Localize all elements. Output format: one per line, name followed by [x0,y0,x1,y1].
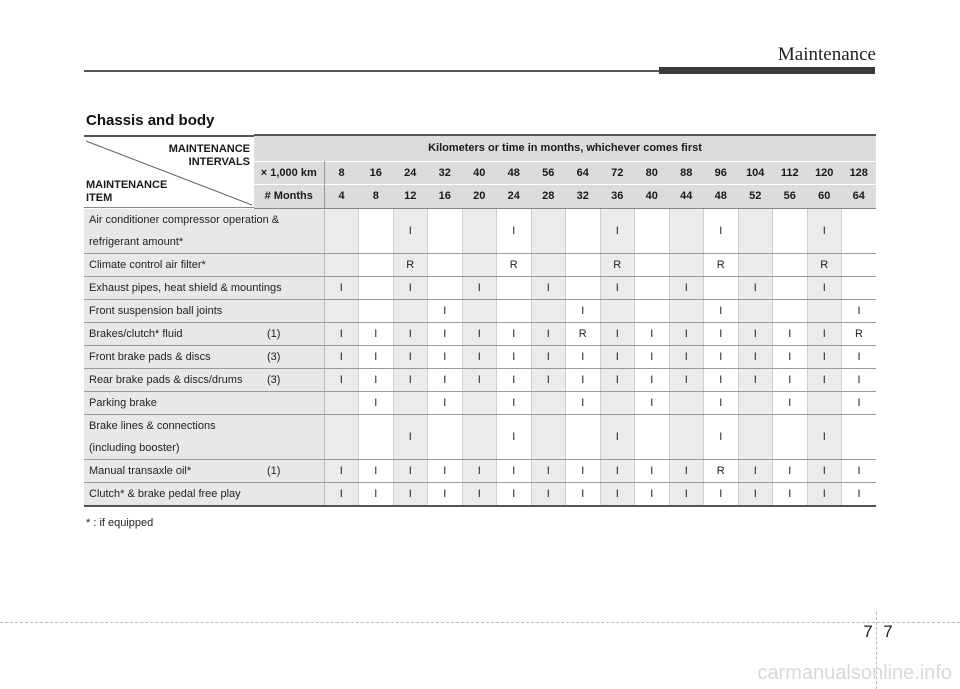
schedule-cell: I [531,345,566,368]
schedule-cell: I [635,482,670,506]
schedule-cell [842,208,877,253]
km-unit-label: × 1,000 km [254,161,324,184]
schedule-cell [531,253,566,276]
item-name-line2: (including booster) [89,441,180,454]
item-name: Air conditioner compressor operation & [89,213,280,226]
schedule-cell: I [704,345,739,368]
schedule-cell: R [566,322,601,345]
schedule-cell [497,299,532,322]
item-name: Brakes/clutch* fluid [89,327,183,340]
schedule-cell [324,208,359,253]
item-name: Front suspension ball joints [89,304,223,317]
schedule-cell: R [497,253,532,276]
item-name-cell [84,299,324,322]
schedule-cell [324,391,359,414]
months-value: 48 [704,185,739,209]
schedule-cell: I [462,276,497,299]
schedule-cell [600,391,635,414]
table-row [84,459,876,482]
schedule-cell: R [600,253,635,276]
schedule-cell: I [531,276,566,299]
item-name: Manual transaxle oil* [89,464,192,477]
item-note: (3) [267,350,281,363]
schedule-cell: I [773,345,808,368]
schedule-cell: I [497,368,532,391]
schedule-cell [842,253,877,276]
schedule-cell: I [738,482,773,506]
table-row [84,299,876,322]
schedule-cell: I [428,459,463,482]
schedule-cell [669,208,704,253]
schedule-cell [773,299,808,322]
km-value: 112 [773,161,808,184]
schedule-cell: I [324,368,359,391]
schedule-cell: I [462,368,497,391]
km-value: 40 [462,161,497,184]
page-dash-line [0,622,960,623]
header-diagonal-cell [84,135,254,208]
schedule-cell [359,414,394,459]
item-name-cell [84,322,324,345]
schedule-cell: R [704,459,739,482]
schedule-cell: I [842,299,877,322]
schedule-cell [462,414,497,459]
schedule-cell [324,253,359,276]
months-value: 24 [497,185,532,209]
schedule-cell: I [428,345,463,368]
schedule-cell: I [428,322,463,345]
schedule-cell [669,414,704,459]
schedule-cell [842,414,877,459]
schedule-cell: I [635,459,670,482]
schedule-cell [600,299,635,322]
schedule-cell [566,276,601,299]
schedule-cell [462,253,497,276]
schedule-cell: I [393,276,428,299]
schedule-cell [738,208,773,253]
schedule-cell [669,299,704,322]
schedule-cell: I [773,459,808,482]
schedule-cell: I [807,414,842,459]
schedule-cell: I [704,391,739,414]
schedule-cell: I [359,482,394,506]
months-value: 56 [773,185,808,209]
schedule-cell [669,391,704,414]
item-name: Front brake pads & discs [89,350,211,363]
schedule-cell [324,299,359,322]
schedule-cell: I [531,459,566,482]
table-row [84,368,876,391]
schedule-cell: I [600,414,635,459]
item-note: (1) [267,327,281,340]
schedule-cell: I [497,459,532,482]
months-value: 32 [566,185,601,209]
schedule-cell [807,299,842,322]
km-value: 32 [428,161,463,184]
schedule-cell [531,299,566,322]
schedule-cell [428,253,463,276]
item-name-cell [84,482,324,506]
schedule-cell: I [842,482,877,506]
schedule-cell: I [704,322,739,345]
schedule-cell: I [704,368,739,391]
item-name: Brake lines & connections [89,419,216,432]
schedule-cell: I [738,322,773,345]
schedule-cell: I [600,368,635,391]
months-value: 64 [842,185,877,209]
item-name-cell [84,208,324,253]
months-value: 36 [600,185,635,209]
item-name-cell [84,391,324,414]
item-note: (3) [267,373,281,386]
schedule-cell: I [807,276,842,299]
schedule-cell: I [393,459,428,482]
km-value: 104 [738,161,773,184]
schedule-cell: I [324,482,359,506]
schedule-cell: I [704,414,739,459]
schedule-cell [393,391,428,414]
schedule-cell: I [393,322,428,345]
schedule-cell: R [704,253,739,276]
km-value: 64 [566,161,601,184]
schedule-cell: I [324,345,359,368]
schedule-cell: I [600,322,635,345]
schedule-cell: I [842,459,877,482]
item-name: Parking brake [89,396,157,409]
schedule-cell [635,414,670,459]
page-header-title: Maintenance [777,44,876,65]
schedule-cell: I [738,368,773,391]
schedule-cell: I [393,345,428,368]
km-value: 120 [807,161,842,184]
schedule-cell [566,208,601,253]
page-number-right: 7 [883,622,893,641]
schedule-cell [704,276,739,299]
months-value: 40 [635,185,670,209]
months-value: 60 [807,185,842,209]
table-row [84,414,876,459]
schedule-cell [635,208,670,253]
schedule-cell [773,414,808,459]
months-value: 20 [462,185,497,209]
schedule-cell [359,208,394,253]
schedule-cell: I [359,322,394,345]
schedule-cell [635,253,670,276]
schedule-cell: I [773,482,808,506]
table-row [84,276,876,299]
schedule-cell: I [428,482,463,506]
schedule-cell: I [704,208,739,253]
schedule-cell: I [635,391,670,414]
schedule-cell: I [842,345,877,368]
schedule-cell: I [807,345,842,368]
months-value: 28 [531,185,566,209]
schedule-cell: I [566,299,601,322]
schedule-cell: I [635,345,670,368]
schedule-cell: R [393,253,428,276]
item-name-line2: refrigerant amount* [89,235,184,248]
schedule-cell: I [566,482,601,506]
schedule-cell [635,276,670,299]
schedule-cell: I [531,322,566,345]
schedule-cell: I [393,208,428,253]
item-name: Rear brake pads & discs/drums [89,373,243,386]
schedule-cell: I [531,368,566,391]
schedule-cell: I [600,276,635,299]
months-value: 52 [738,185,773,209]
schedule-cell [738,414,773,459]
schedule-cell [566,253,601,276]
schedule-cell: I [462,345,497,368]
schedule-cell: I [704,482,739,506]
schedule-cell: I [393,482,428,506]
schedule-cell: I [497,482,532,506]
schedule-cell: I [428,391,463,414]
maintenance-schedule-table [84,134,876,507]
schedule-cell [807,391,842,414]
schedule-cell: I [359,459,394,482]
schedule-cell [635,299,670,322]
item-name-cell [84,368,324,391]
item-name-cell [84,459,324,482]
km-value: 72 [600,161,635,184]
months-unit-label: # Months [254,185,324,209]
schedule-cell: I [497,391,532,414]
schedule-cell: I [393,368,428,391]
watermark: carmanualsonline.info [757,662,952,684]
section-title: Chassis and body [86,112,215,129]
km-value: 48 [497,161,532,184]
schedule-cell: I [635,368,670,391]
schedule-cell [462,208,497,253]
schedule-cell: I [669,276,704,299]
schedule-cell: I [497,345,532,368]
item-name-cell [84,276,324,299]
schedule-cell: I [669,482,704,506]
schedule-cell: I [497,322,532,345]
schedule-cell: R [842,322,877,345]
schedule-cell: I [600,482,635,506]
table-row [84,345,876,368]
item-name-cell [84,414,324,459]
schedule-cell: I [807,322,842,345]
schedule-cell: I [531,482,566,506]
schedule-cell: I [497,208,532,253]
item-name: Climate control air filter* [89,258,206,271]
schedule-cell: I [600,459,635,482]
schedule-cell: I [600,208,635,253]
schedule-cell: I [359,391,394,414]
schedule-cell: I [359,368,394,391]
schedule-cell: I [773,322,808,345]
schedule-cell: I [566,459,601,482]
km-value: 128 [842,161,877,184]
km-value: 24 [393,161,428,184]
schedule-cell [773,208,808,253]
schedule-cell: I [428,299,463,322]
schedule-cell: I [773,368,808,391]
maintenance-table-container [84,134,876,507]
schedule-cell: R [807,253,842,276]
schedule-cell [359,253,394,276]
schedule-cell: I [807,482,842,506]
schedule-cell [462,299,497,322]
months-value: 12 [393,185,428,209]
page-number-left: 7 [863,622,873,641]
schedule-cell: I [807,459,842,482]
schedule-cell: I [566,391,601,414]
schedule-cell [324,414,359,459]
schedule-cell [428,208,463,253]
footnote: * : if equipped [86,517,154,529]
schedule-cell [738,299,773,322]
schedule-cell: I [807,208,842,253]
schedule-cell: I [428,368,463,391]
km-value: 96 [704,161,739,184]
schedule-cell: I [738,276,773,299]
months-value: 8 [359,185,394,209]
km-value: 88 [669,161,704,184]
schedule-cell [393,299,428,322]
table-row [84,391,876,414]
schedule-cell: I [704,299,739,322]
schedule-cell [428,276,463,299]
table-row [84,208,876,253]
schedule-cell: I [738,459,773,482]
schedule-cell: I [359,345,394,368]
schedule-cell [566,414,601,459]
schedule-cell [531,414,566,459]
km-value: 16 [359,161,394,184]
schedule-cell [531,391,566,414]
km-value: 56 [531,161,566,184]
schedule-cell: I [842,391,877,414]
schedule-cell: I [462,482,497,506]
schedule-cell: I [566,368,601,391]
schedule-cell: I [807,368,842,391]
page-number [858,622,898,642]
schedule-cell: I [669,322,704,345]
schedule-cell: I [669,368,704,391]
item-name: Clutch* & brake pedal free play [89,487,241,500]
interval-title: Kilometers or time in months, whichever comes first [254,135,876,161]
km-value: 8 [324,161,359,184]
schedule-cell: I [842,368,877,391]
schedule-cell [497,276,532,299]
item-name-cell [84,253,324,276]
diagonal-header [84,135,254,208]
header-rule [84,70,659,72]
item-note: (1) [267,464,281,477]
table-row [84,253,876,276]
months-value: 4 [324,185,359,209]
schedule-cell: I [635,322,670,345]
table-row [84,482,876,506]
schedule-cell [842,276,877,299]
maintenance-intervals-label: MAINTENANCE INTERVALS [168,143,250,168]
km-value: 80 [635,161,670,184]
schedule-cell: I [393,414,428,459]
schedule-cell [738,253,773,276]
schedule-cell: I [324,459,359,482]
item-name-cell [84,345,324,368]
schedule-cell [462,391,497,414]
schedule-cell [359,276,394,299]
schedule-cell [428,414,463,459]
schedule-cell: I [600,345,635,368]
schedule-cell [738,391,773,414]
schedule-cell: I [566,345,601,368]
schedule-cell: I [324,322,359,345]
months-value: 44 [669,185,704,209]
header-bar [659,67,875,74]
schedule-cell: I [669,345,704,368]
months-value: 16 [428,185,463,209]
schedule-cell: I [773,391,808,414]
item-name: Exhaust pipes, heat shield & mountings [89,281,282,294]
table-row [84,322,876,345]
schedule-cell: I [669,459,704,482]
schedule-cell [773,276,808,299]
schedule-cell [531,208,566,253]
schedule-cell: I [497,414,532,459]
schedule-cell [773,253,808,276]
schedule-cell: I [738,345,773,368]
schedule-cell [669,253,704,276]
maintenance-item-label: MAINTENANCE ITEM [86,179,168,204]
schedule-cell: I [462,322,497,345]
schedule-cell: I [324,276,359,299]
schedule-cell: I [462,459,497,482]
schedule-cell [359,299,394,322]
